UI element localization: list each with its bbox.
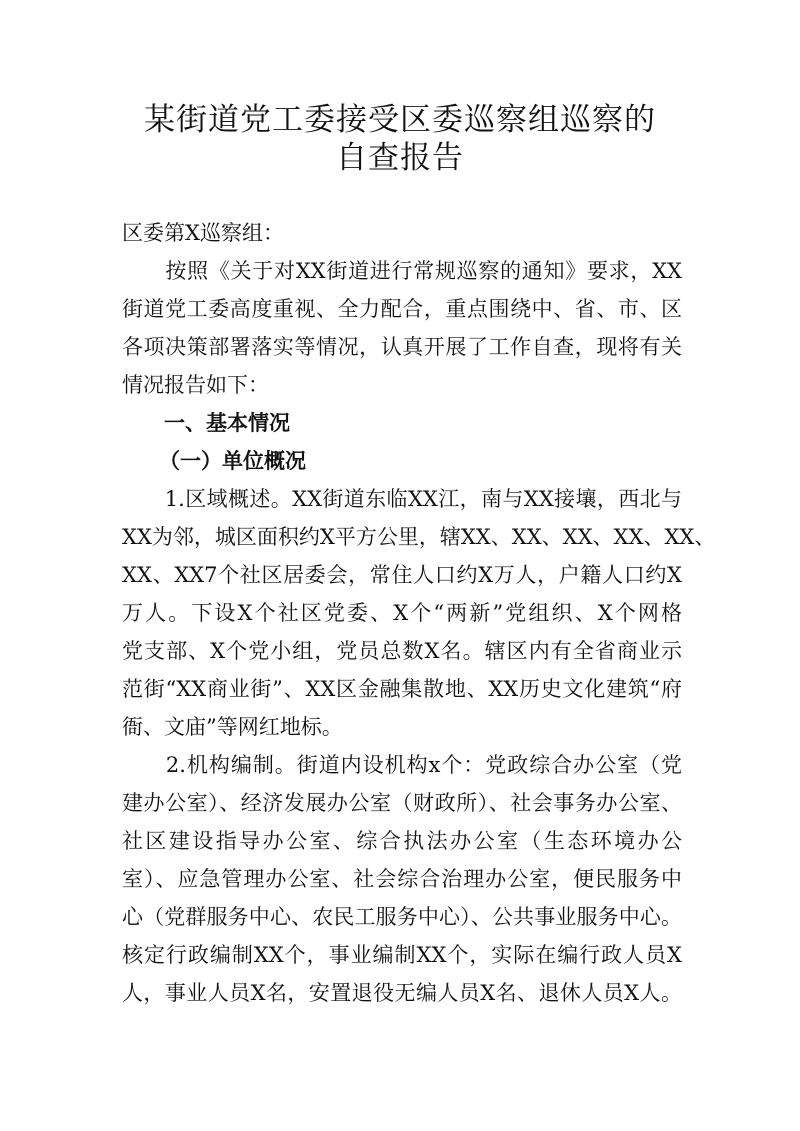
paragraph-line: 心（党群服务中心、农民工服务中心）、公共事业服务中心。 [122, 905, 682, 929]
paragraph-line: 核定行政编制XX个，事业编制XX个，实际在编行政人员X [122, 943, 682, 967]
document-title-line-1: 某街道党工委接受区委巡察组巡察的 [144, 102, 656, 138]
paragraph-line: 建办公室）、经济发展办公室（财政所）、社会事务办公室、 [122, 791, 682, 815]
paragraph-line: 万人。下设X个社区党委、X个“两新”党组织、X个网格 [122, 601, 682, 625]
section-heading: 一、基本情况 [164, 411, 290, 435]
paragraph-line: 1.区域概述。XX街道东临XX江，南与XX接壤，西北与 [122, 487, 682, 511]
salutation: 区委第X巡察组： [122, 221, 284, 245]
document-title-line-2: 自查报告 [336, 140, 464, 176]
intro-line: 各项决策部署落实等情况，认真开展了工作自查，现将有关 [122, 335, 682, 359]
subsection-heading: （一）单位概况 [159, 449, 306, 473]
intro-line: 街道党工委高度重视、全力配合，重点围绕中、省、市、区 [122, 297, 682, 321]
paragraph-line: XX、XX7个社区居委会，常住人口约X万人，户籍人口约X [122, 563, 682, 587]
paragraph-line: 人，事业人员X名，安置退役无编人员X名、退休人员X人。 [122, 981, 682, 1005]
paragraph-line: 党支部、X个党小组，党员总数X名。辖区内有全省商业示 [122, 639, 682, 663]
paragraph-line: 社区建设指导办公室、综合执法办公室（生态环境办公 [122, 829, 682, 853]
intro-line: 按照《关于对XX街道进行常规巡察的通知》要求，XX [122, 259, 682, 283]
paragraph-line: 衙、文庙”等网红地标。 [122, 715, 343, 739]
paragraph-line: 2.机构编制。街道内设机构x个：党政综合办公室（党 [122, 753, 682, 777]
paragraph-line: 室）、应急管理办公室、社会综合治理办公室，便民服务中 [122, 867, 682, 891]
paragraph-line: XX为邻，城区面积约X平方公里，辖XX、XX、XX、XX、XX、 [122, 525, 716, 549]
paragraph-line: 范街“XX商业街”、XX区金融集散地、XX历史文化建筑“府 [122, 677, 682, 701]
intro-line: 情况报告如下： [122, 373, 269, 397]
